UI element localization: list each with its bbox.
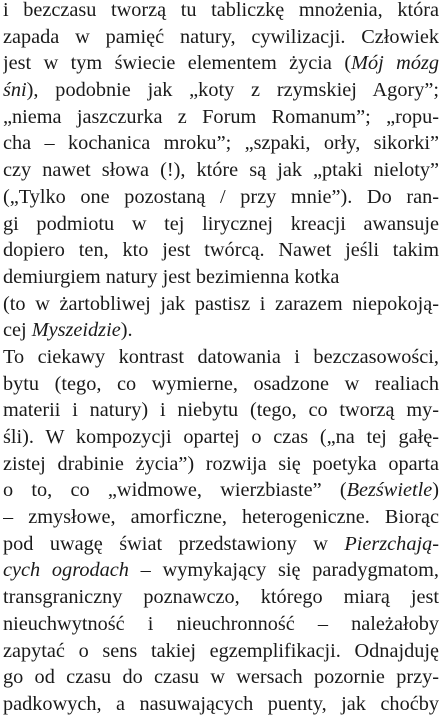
text-line bbox=[3, 371, 439, 398]
text-line bbox=[3, 184, 439, 211]
text-line bbox=[3, 397, 439, 424]
book-page bbox=[3, 0, 439, 722]
text-segment: „niema jaszczurka z Forum Romanum”; „ropu- bbox=[3, 105, 439, 128]
text-line bbox=[3, 638, 439, 665]
text-segment: – wymykający się paradygmatom, bbox=[128, 559, 439, 582]
text-line bbox=[3, 130, 439, 157]
text-line bbox=[3, 424, 439, 451]
text-line bbox=[3, 344, 439, 371]
text-line bbox=[3, 264, 439, 291]
text-segment: bytu (tego, co wymierne, osadzone w realiach bbox=[3, 372, 439, 395]
text-line bbox=[3, 611, 439, 638]
text-segment: pod uwagę świat przedstawiony w bbox=[3, 532, 345, 555]
text-segment: demiurgiem natury jest bezimienna kotka bbox=[3, 265, 340, 288]
text-line bbox=[3, 477, 439, 504]
text-segment: gi podmiotu w tej lirycznej kreacji awansuje bbox=[3, 212, 439, 235]
text-segment: transgraniczny poznawczo, którego miarą jest bbox=[3, 586, 439, 609]
text-line bbox=[3, 664, 439, 691]
text-line bbox=[3, 24, 439, 51]
text-segment: – zmysłowe, amorficzne, heterogeniczne. Biorąc bbox=[3, 506, 439, 529]
text-segment: ), podobnie jak „koty z rzymskiej Agory”; bbox=[26, 79, 439, 102]
text-segment: śli). W kompozycji opartej o czas („na tej gałę- bbox=[3, 426, 439, 448]
text-line bbox=[3, 317, 439, 344]
text-line bbox=[3, 531, 439, 558]
text-segment: cej bbox=[3, 319, 32, 342]
text-line bbox=[3, 104, 439, 131]
body-text bbox=[3, 0, 439, 718]
text-segment: To ciekawy kontrast datowania i bezczasowości, bbox=[3, 345, 439, 368]
italic-title-segment: Mój mózg bbox=[351, 52, 439, 75]
text-segment: go od czasu do czasu w wersach pozornie przy- bbox=[3, 666, 439, 689]
text-segment: („Tylko one pozostaną / przy mnie”). Do ran- bbox=[3, 185, 439, 208]
text-line bbox=[3, 504, 439, 531]
text-segment: zapada w pamięć natury, cywilizacji. Człowiek bbox=[3, 25, 439, 48]
text-line bbox=[3, 211, 439, 238]
text-line bbox=[3, 691, 439, 718]
text-segment: ). bbox=[120, 319, 133, 342]
text-line bbox=[3, 557, 439, 584]
italic-title-segment: Myszeidzie bbox=[31, 319, 121, 342]
text-segment: cha – kochanica mroku”; „szpaki, orły, sikorki” bbox=[3, 132, 439, 155]
text-segment: czy nawet słowa (!), które są jak „ptaki nieloty” bbox=[3, 159, 439, 182]
text-line bbox=[3, 77, 439, 104]
text-line bbox=[3, 237, 439, 264]
text-segment: jest w tym świecie elementem życia ( bbox=[3, 52, 352, 75]
italic-title-segment: cych ogrodach bbox=[3, 559, 129, 582]
text-line bbox=[3, 584, 439, 611]
text-segment: i bezczasu tworzą tu tabliczkę mnożenia, która bbox=[3, 0, 439, 21]
text-line bbox=[3, 451, 439, 478]
text-segment: ) bbox=[432, 479, 439, 502]
italic-title-segment: Bezświetle bbox=[346, 479, 433, 502]
text-line bbox=[3, 157, 439, 184]
text-segment: padkowych, a nasuwających puenty, jak choćby bbox=[3, 692, 439, 715]
text-line bbox=[3, 291, 439, 318]
text-segment: zapytać o sens takiej egzemplifikacji. Odnajduję bbox=[3, 639, 439, 662]
italic-title-segment: Pierzchają- bbox=[344, 532, 439, 555]
text-segment: o to, co „widmowe, wierzbiaste” ( bbox=[3, 479, 347, 502]
text-segment: materii i natury) i niebytu (tego, co tworzą my- bbox=[3, 399, 439, 422]
italic-title-segment: śni bbox=[3, 79, 27, 102]
text-segment: zistej drabinie życia”) rozwija się poetyka oparta bbox=[3, 452, 439, 475]
text-segment: dopiero ten, kto jest twórcą. Nawet jeśli takim bbox=[3, 239, 439, 262]
text-segment: (to w żartobliwej jak pastisz i zarazem niepokoją- bbox=[3, 292, 439, 315]
text-segment: nieuchwytność i nieuchronność – należałoby bbox=[3, 612, 439, 635]
text-line bbox=[3, 0, 439, 24]
text-line bbox=[3, 50, 439, 77]
